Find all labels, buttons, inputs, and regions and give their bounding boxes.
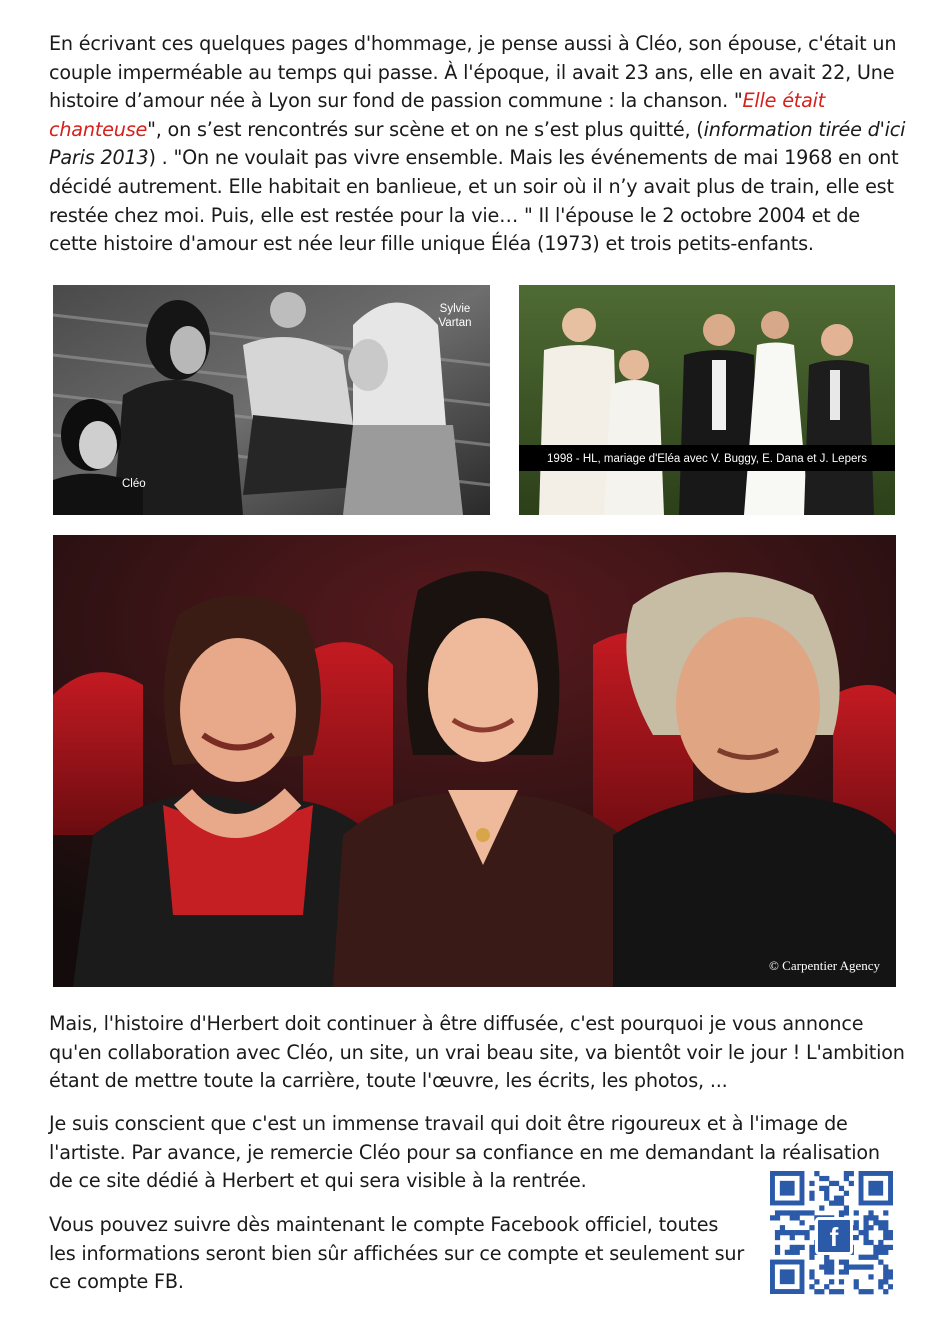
qr-module bbox=[785, 1230, 790, 1235]
qr-module bbox=[878, 1220, 883, 1225]
qr-module bbox=[868, 1240, 873, 1245]
qr-module bbox=[790, 1210, 795, 1215]
qr-module bbox=[868, 1225, 873, 1230]
qr-finder-inner bbox=[780, 1181, 795, 1196]
qr-module bbox=[775, 1210, 780, 1215]
qr-module bbox=[829, 1269, 834, 1274]
qr-module bbox=[859, 1264, 864, 1269]
qr-module bbox=[849, 1181, 854, 1186]
qr-module bbox=[844, 1260, 849, 1265]
qr-module bbox=[844, 1171, 849, 1176]
qr-module bbox=[854, 1264, 859, 1269]
announcement-paragraph: Mais, l'histoire d'Herbert doit continuer à être diffusée, c'est pourquoi je vous annonce qu'en collaboration avec Cléo, un site, un vrai beau site, va bientôt voir le jour ! L'ambition étant de mettre toute la carrière, toute l'œuvre, les écrits, les photos, ... bbox=[49, 1012, 905, 1093]
qr-module bbox=[854, 1284, 859, 1289]
qr-module bbox=[883, 1230, 888, 1235]
qr-module bbox=[814, 1279, 819, 1284]
qr-module bbox=[883, 1210, 888, 1215]
qr-finder-inner bbox=[868, 1181, 883, 1196]
qr-module bbox=[834, 1289, 839, 1294]
qr-module bbox=[878, 1245, 883, 1250]
qr-module bbox=[839, 1210, 844, 1215]
qr-module bbox=[809, 1191, 814, 1196]
qr-module bbox=[873, 1245, 878, 1250]
qr-module bbox=[809, 1284, 814, 1289]
qr-module bbox=[829, 1260, 834, 1265]
label-sylvie-vartan: Sylvie Vartan bbox=[438, 303, 472, 329]
qr-module bbox=[863, 1264, 868, 1269]
qr-module bbox=[873, 1250, 878, 1255]
qr-module bbox=[868, 1274, 873, 1279]
qr-module bbox=[839, 1279, 844, 1284]
qr-module bbox=[863, 1220, 868, 1225]
photo-wedding-1998 bbox=[519, 285, 895, 515]
qr-module bbox=[819, 1186, 824, 1191]
qr-module bbox=[859, 1255, 864, 1260]
qr-module bbox=[790, 1235, 795, 1240]
qr-module bbox=[839, 1260, 844, 1265]
qr-module bbox=[800, 1210, 805, 1215]
qr-module bbox=[868, 1289, 873, 1294]
qr-module bbox=[770, 1215, 775, 1220]
qr-module bbox=[824, 1264, 829, 1269]
qr-module bbox=[854, 1220, 859, 1225]
qr-module bbox=[868, 1215, 873, 1220]
qr-module bbox=[878, 1284, 883, 1289]
qr-module bbox=[829, 1181, 834, 1186]
qr-module bbox=[819, 1176, 824, 1181]
qr-module bbox=[795, 1250, 800, 1255]
qr-module bbox=[795, 1230, 800, 1235]
qr-module bbox=[824, 1186, 829, 1191]
qr-module bbox=[785, 1210, 790, 1215]
qr-module bbox=[790, 1250, 795, 1255]
qr-module bbox=[888, 1274, 893, 1279]
qr-module bbox=[849, 1171, 854, 1176]
qr-module bbox=[824, 1255, 829, 1260]
facebook-qr-code[interactable] bbox=[770, 1171, 893, 1295]
qr-module bbox=[883, 1245, 888, 1250]
qr-module bbox=[809, 1225, 814, 1230]
wedding-caption: 1998 - HL, mariage d'Eléa avec V. Buggy, E. Dana et J. Lepers bbox=[547, 453, 867, 465]
qr-module bbox=[883, 1269, 888, 1274]
qr-module bbox=[868, 1210, 873, 1215]
qr-module bbox=[839, 1196, 844, 1201]
qr-module bbox=[790, 1215, 795, 1220]
intro-text-1: En écrivant ces quelques pages d'hommage, je pense aussi à Cléo, son épouse, c'était un couple imperméable au temps qui passe. À l'époque, il avait 23 ans, elle en avait 22, Une histoire d’amour née à Lyon sur fond de passion commune : la chanson. " bbox=[49, 32, 897, 113]
qr-module bbox=[800, 1220, 805, 1225]
qr-module bbox=[883, 1235, 888, 1240]
qr-module bbox=[888, 1245, 893, 1250]
photo-family-cinema bbox=[53, 535, 896, 987]
qr-module bbox=[800, 1245, 805, 1250]
qr-module bbox=[888, 1230, 893, 1235]
qr-module bbox=[883, 1274, 888, 1279]
qr-module bbox=[804, 1230, 809, 1235]
qr-module bbox=[834, 1181, 839, 1186]
qr-module bbox=[888, 1284, 893, 1289]
qr-module bbox=[863, 1255, 868, 1260]
qr-module bbox=[775, 1245, 780, 1250]
qr-module bbox=[814, 1171, 819, 1176]
qr-module bbox=[775, 1235, 780, 1240]
qr-module bbox=[819, 1205, 824, 1210]
qr-module bbox=[863, 1289, 868, 1294]
qr-module bbox=[873, 1220, 878, 1225]
qr-module bbox=[878, 1260, 883, 1265]
qr-module bbox=[780, 1230, 785, 1235]
qr-module bbox=[844, 1264, 849, 1269]
qr-module bbox=[780, 1225, 785, 1230]
qr-module bbox=[809, 1274, 814, 1279]
qr-finder-inner bbox=[780, 1269, 795, 1284]
intro-paragraph bbox=[49, 30, 909, 259]
qr-module bbox=[883, 1264, 888, 1269]
qr-module bbox=[795, 1210, 800, 1215]
qr-module bbox=[863, 1225, 868, 1230]
intro-text-3: ) . "On ne voulait pas vivre ensemble. Mais les événements de mai 1968 en ont décidé autrement. Elle habitait en banlieue, et un soir où il n’y avait plus de train, elle est restée chez moi. Puis, elle est restée pour la vie… " Il l'épouse le 2 octobre 2004 et de cette histoire d'amour est née leur fille unique Éléa (1973) et trois petits-enfants. bbox=[49, 146, 899, 256]
qr-module bbox=[834, 1196, 839, 1201]
qr-module bbox=[795, 1245, 800, 1250]
qr-module bbox=[819, 1289, 824, 1294]
facebook-paragraph: Vous pouvez suivre dès maintenant le compte Facebook officiel, toutes les informations seront bien sûr affichées sur ce compte et seulement sur ce compte FB. bbox=[49, 1213, 745, 1294]
wedding-photo-illustration bbox=[519, 285, 895, 515]
qr-module bbox=[854, 1235, 859, 1240]
qr-module bbox=[873, 1255, 878, 1260]
family-photo-illustration bbox=[53, 535, 896, 987]
qr-module bbox=[839, 1201, 844, 1206]
qr-module bbox=[780, 1210, 785, 1215]
qr-module bbox=[804, 1210, 809, 1215]
qr-module bbox=[824, 1196, 829, 1201]
qr-module bbox=[888, 1235, 893, 1240]
qr-module bbox=[844, 1176, 849, 1181]
qr-module bbox=[883, 1225, 888, 1230]
qr-module bbox=[814, 1289, 819, 1294]
qr-module bbox=[854, 1210, 859, 1215]
qr-module bbox=[819, 1264, 824, 1269]
qr-module bbox=[878, 1250, 883, 1255]
qr-module bbox=[863, 1240, 868, 1245]
qr-module bbox=[839, 1269, 844, 1274]
qr-module bbox=[839, 1289, 844, 1294]
source-reference: information tirée d'ici Paris 2013 bbox=[49, 117, 906, 170]
qr-module bbox=[824, 1260, 829, 1265]
qr-module bbox=[785, 1250, 790, 1255]
qr-module bbox=[834, 1201, 839, 1206]
qr-module bbox=[878, 1225, 883, 1230]
qr-module bbox=[888, 1269, 893, 1274]
qr-module bbox=[795, 1215, 800, 1220]
qr-module bbox=[824, 1191, 829, 1196]
qr-module bbox=[809, 1181, 814, 1186]
qr-module bbox=[873, 1215, 878, 1220]
qr-module bbox=[863, 1230, 868, 1235]
qr-module bbox=[859, 1289, 864, 1294]
qr-module bbox=[829, 1289, 834, 1294]
qr-module bbox=[809, 1210, 814, 1215]
qr-module bbox=[790, 1245, 795, 1250]
qr-module bbox=[809, 1269, 814, 1274]
qr-module bbox=[829, 1201, 834, 1206]
qr-module bbox=[839, 1186, 844, 1191]
facebook-icon: f bbox=[815, 1217, 853, 1255]
qr-module bbox=[775, 1230, 780, 1235]
qr-module bbox=[863, 1215, 868, 1220]
qr-module bbox=[878, 1279, 883, 1284]
qr-module bbox=[883, 1279, 888, 1284]
photo-cleo-sylvie-vartan bbox=[53, 285, 490, 515]
qr-module bbox=[868, 1255, 873, 1260]
qr-module bbox=[775, 1215, 780, 1220]
qr-module bbox=[844, 1269, 849, 1274]
qr-module bbox=[863, 1235, 868, 1240]
qr-module bbox=[868, 1264, 873, 1269]
qr-module bbox=[775, 1250, 780, 1255]
qr-module bbox=[883, 1250, 888, 1255]
qr-module bbox=[824, 1284, 829, 1289]
qr-module bbox=[804, 1235, 809, 1240]
label-cleo: Cléo bbox=[122, 478, 146, 490]
qr-module bbox=[878, 1240, 883, 1245]
qr-module bbox=[854, 1279, 859, 1284]
qr-module bbox=[859, 1230, 864, 1235]
photo-credit: © Carpentier Agency bbox=[769, 958, 880, 973]
qr-module bbox=[854, 1225, 859, 1230]
qr-module bbox=[824, 1176, 829, 1181]
qr-module bbox=[844, 1210, 849, 1215]
qr-module bbox=[809, 1245, 814, 1250]
qr-module bbox=[800, 1230, 805, 1235]
thanks-paragraph: Je suis conscient que c'est un immense travail qui doit être rigoureux et à l'image de l'artiste. Par avance, je remercie Cléo pour sa confiance en me demandant la réalisation de ce site dédié à Herbert et qui sera visible à la rentrée. bbox=[49, 1112, 880, 1193]
qr-module bbox=[829, 1264, 834, 1269]
qr-module bbox=[809, 1196, 814, 1201]
qr-module bbox=[844, 1205, 849, 1210]
intro-text-2: ", on s’est rencontrés sur scène et on ne s’est plus quitté, ( bbox=[147, 117, 704, 141]
qr-module bbox=[809, 1250, 814, 1255]
qr-module bbox=[790, 1230, 795, 1235]
qr-module bbox=[829, 1279, 834, 1284]
qr-module bbox=[809, 1255, 814, 1260]
quote-highlight: Elle était chanteuse bbox=[49, 89, 826, 141]
qr-module bbox=[849, 1264, 854, 1269]
qr-module bbox=[824, 1269, 829, 1274]
qr-module bbox=[883, 1289, 888, 1294]
qr-module bbox=[883, 1220, 888, 1225]
qr-module bbox=[844, 1191, 849, 1196]
